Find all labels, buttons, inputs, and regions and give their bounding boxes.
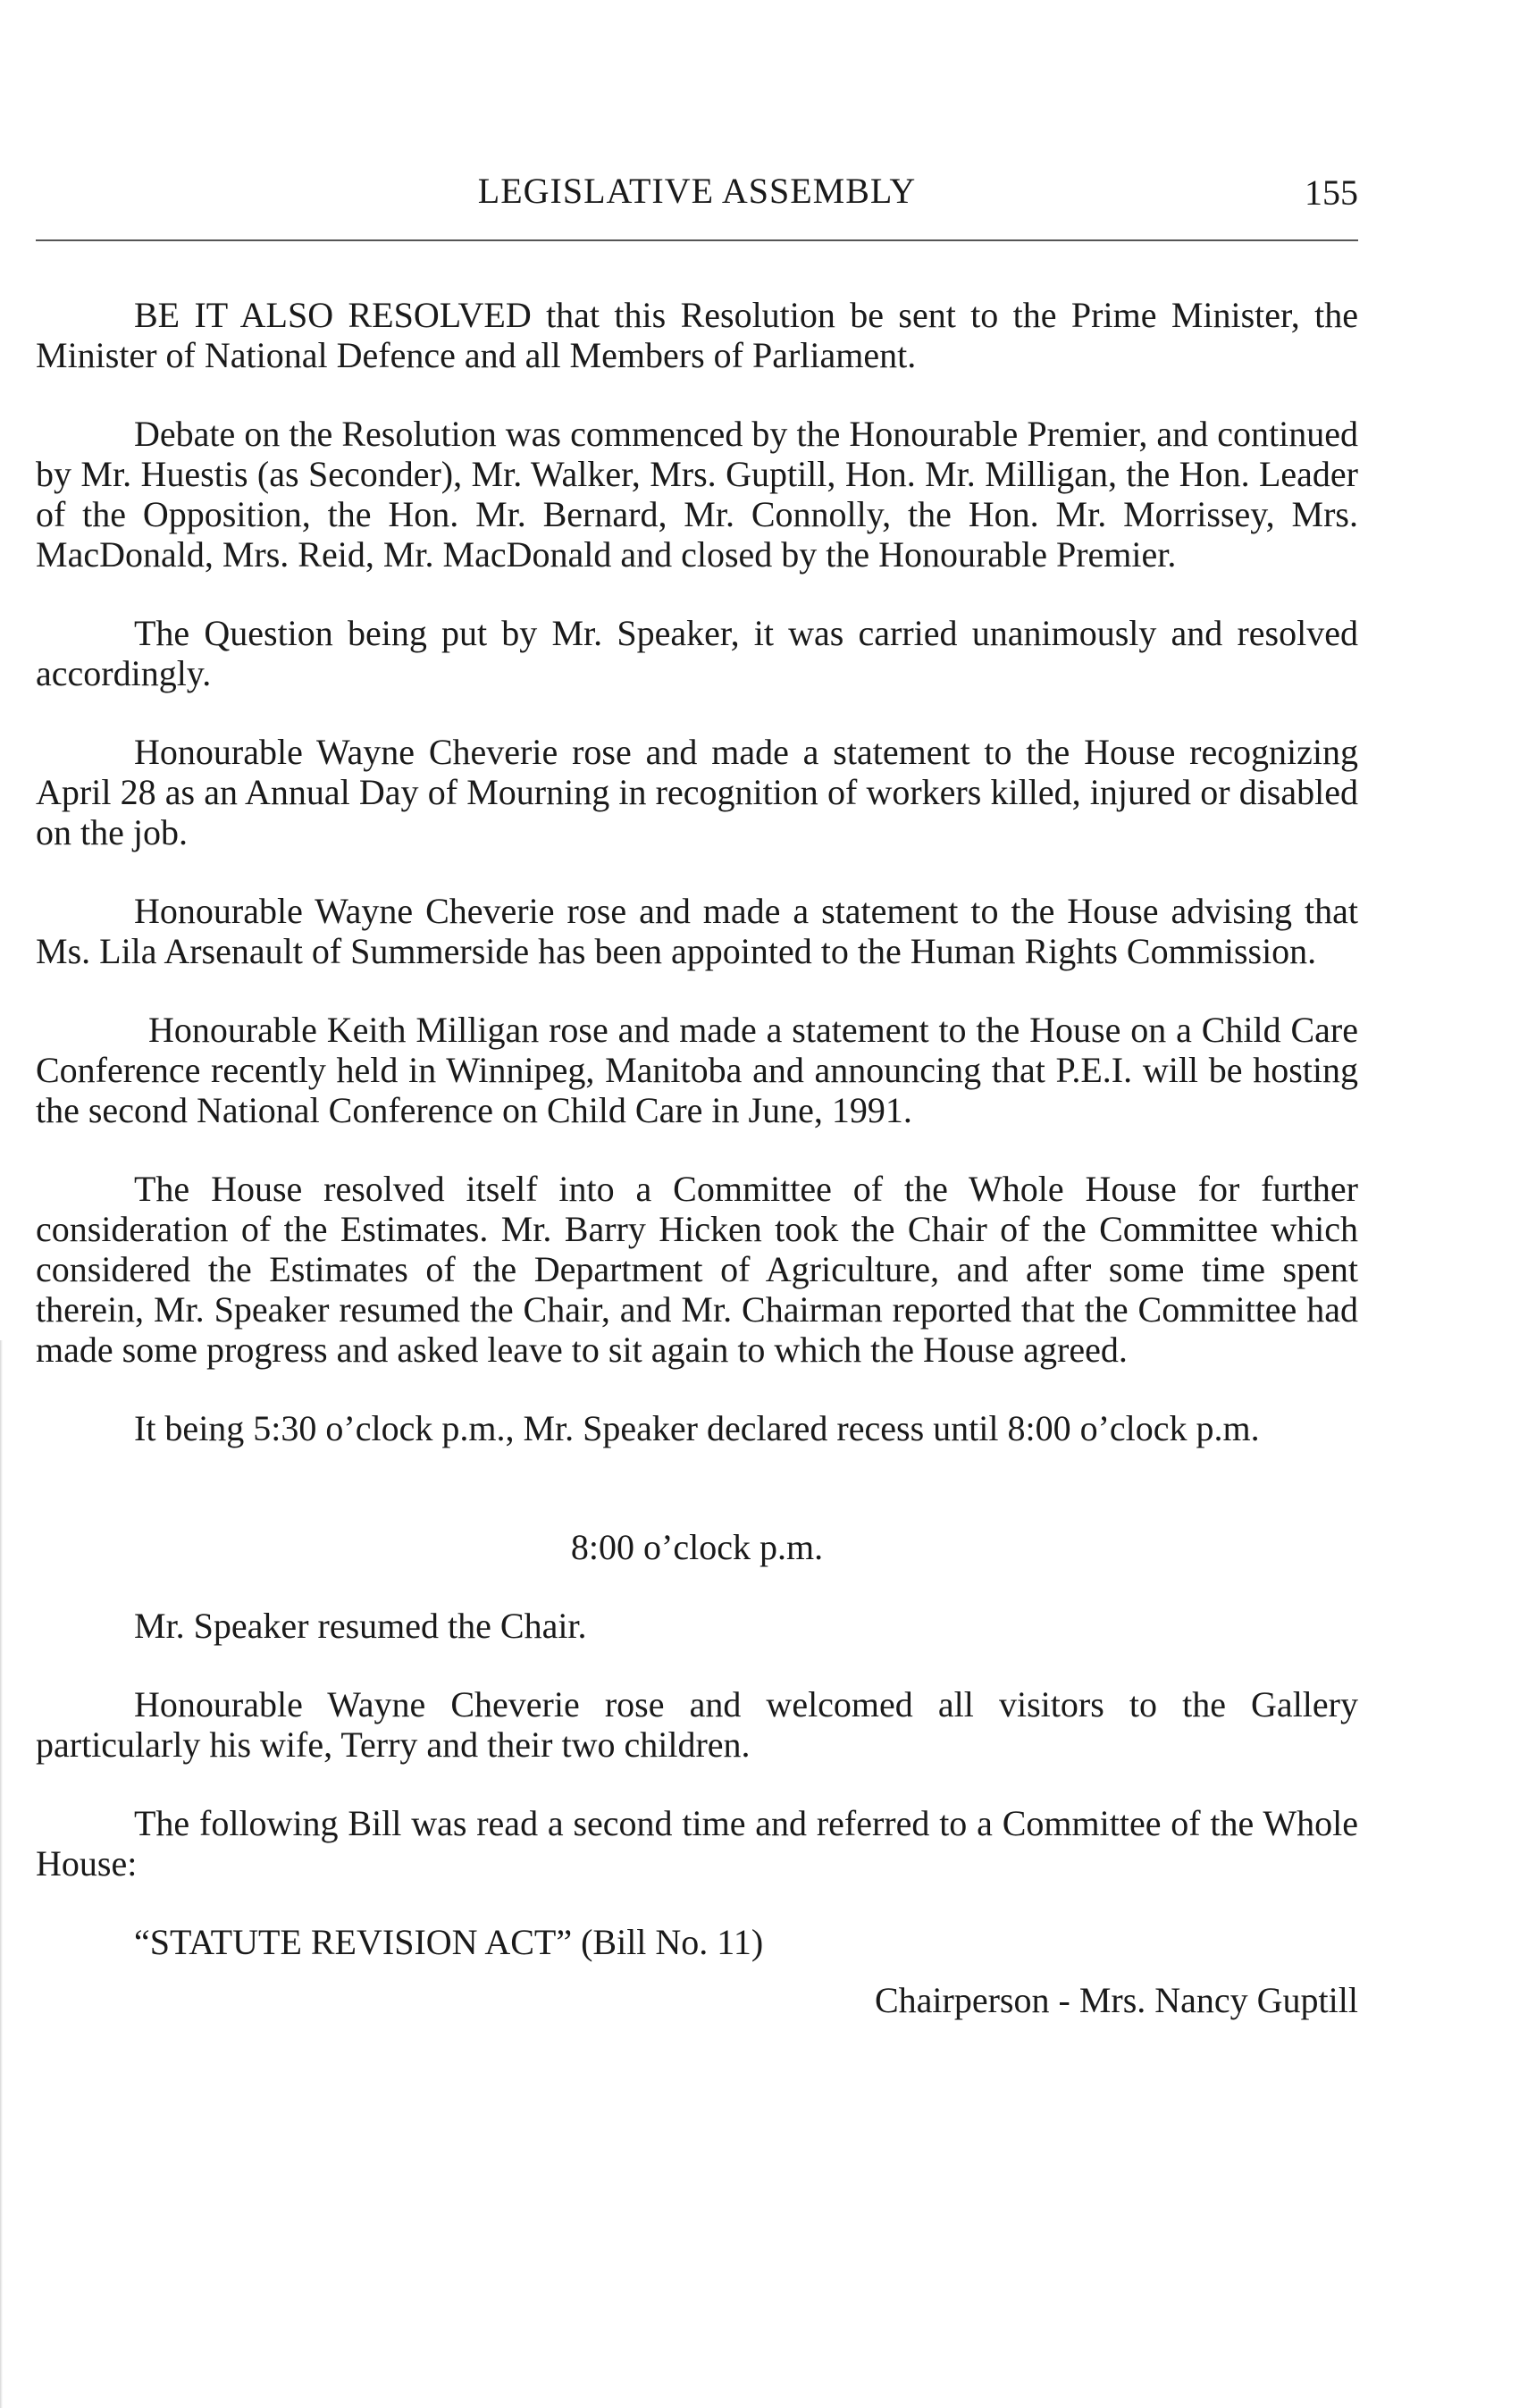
page-number: 155 [1305,172,1358,213]
paragraph-visitors: Honourable Wayne Cheverie rose and welcomed all visitors to the Gallery particularly his wife, Terry and their two children. [36,1684,1358,1765]
paragraph-child-care: Honourable Keith Milligan rose and made a statement to the House on a Child Care Conference recently held in Winnipeg, Manitoba and announcing that P.E.I. will be hosting the second National Conference on Child Care in June, 1991. [36,1010,1358,1130]
paragraph-speaker-resumed: Mr. Speaker resumed the Chair. [134,1606,587,1646]
paragraph-debate: Debate on the Resolution was commenced by the Honourable Premier, and continued by Mr. Huestis (as Seconder), Mr. Walker, Mrs. Guptill, Hon. Mr. Milligan, the Hon. Leader of the Opposition, the Hon. Mr. Bernard, Mr. Connolly, the Hon. Mr. Morrissey, Mrs. MacDonald, Mrs. Reid, Mr. MacDonald and closed by the Honourable Premier. [36,414,1358,575]
scan-edge-shadow [0,1340,3,2408]
bill-chairperson: Chairperson - Mrs. Nancy Guptill [874,1980,1358,2020]
paragraph-recess: It being 5:30 o’clock p.m., Mr. Speaker declared recess until 8:00 o’clock p.m. [134,1408,1260,1448]
evening-heading: 8:00 o’clock p.m. [570,1527,824,1567]
header-rule [36,239,1358,241]
paragraph-resolution-sent: BE IT ALSO RESOLVED that this Resolution be sent to the Prime Minister, the Minister of National Defence and all Members of Parliament. [36,295,1358,375]
paragraph-committee: The House resolved itself into a Committee of the Whole House for further consideration of the Estimates. Mr. Barry Hicken took the Chair of the Committee which considered the Estimates of the Department of Agriculture, and after some time spent therein, Mr. Speaker resumed the Chair, and Mr. Chairman reported that the Committee had made some progress and asked leave to sit again to which the House agreed. [36,1169,1358,1370]
page-header [36,170,1358,223]
bill-title: “STATUTE REVISION ACT” (Bill No. 11) [134,1922,764,1962]
paragraph-human-rights: Honourable Wayne Cheverie rose and made a statement to the House advising that Ms. Lila Arsenault of Summerside has been appointed to the Human Rights Commission. [36,891,1358,971]
paragraph-day-of-mourning: Honourable Wayne Cheverie rose and made a statement to the House recognizing April 28 as an Annual Day of Mourning in recognition of workers killed, injured or disabled on the job. [36,732,1358,852]
paragraph-bill-read: The following Bill was read a second time and referred to a Committee of the Whole House: [36,1803,1358,1884]
running-title: LEGISLATIVE ASSEMBLY [477,171,917,211]
paragraph-question: The Question being put by Mr. Speaker, it was carried unanimously and resolved accordingly. [36,613,1358,693]
body-text [36,295,1358,2020]
